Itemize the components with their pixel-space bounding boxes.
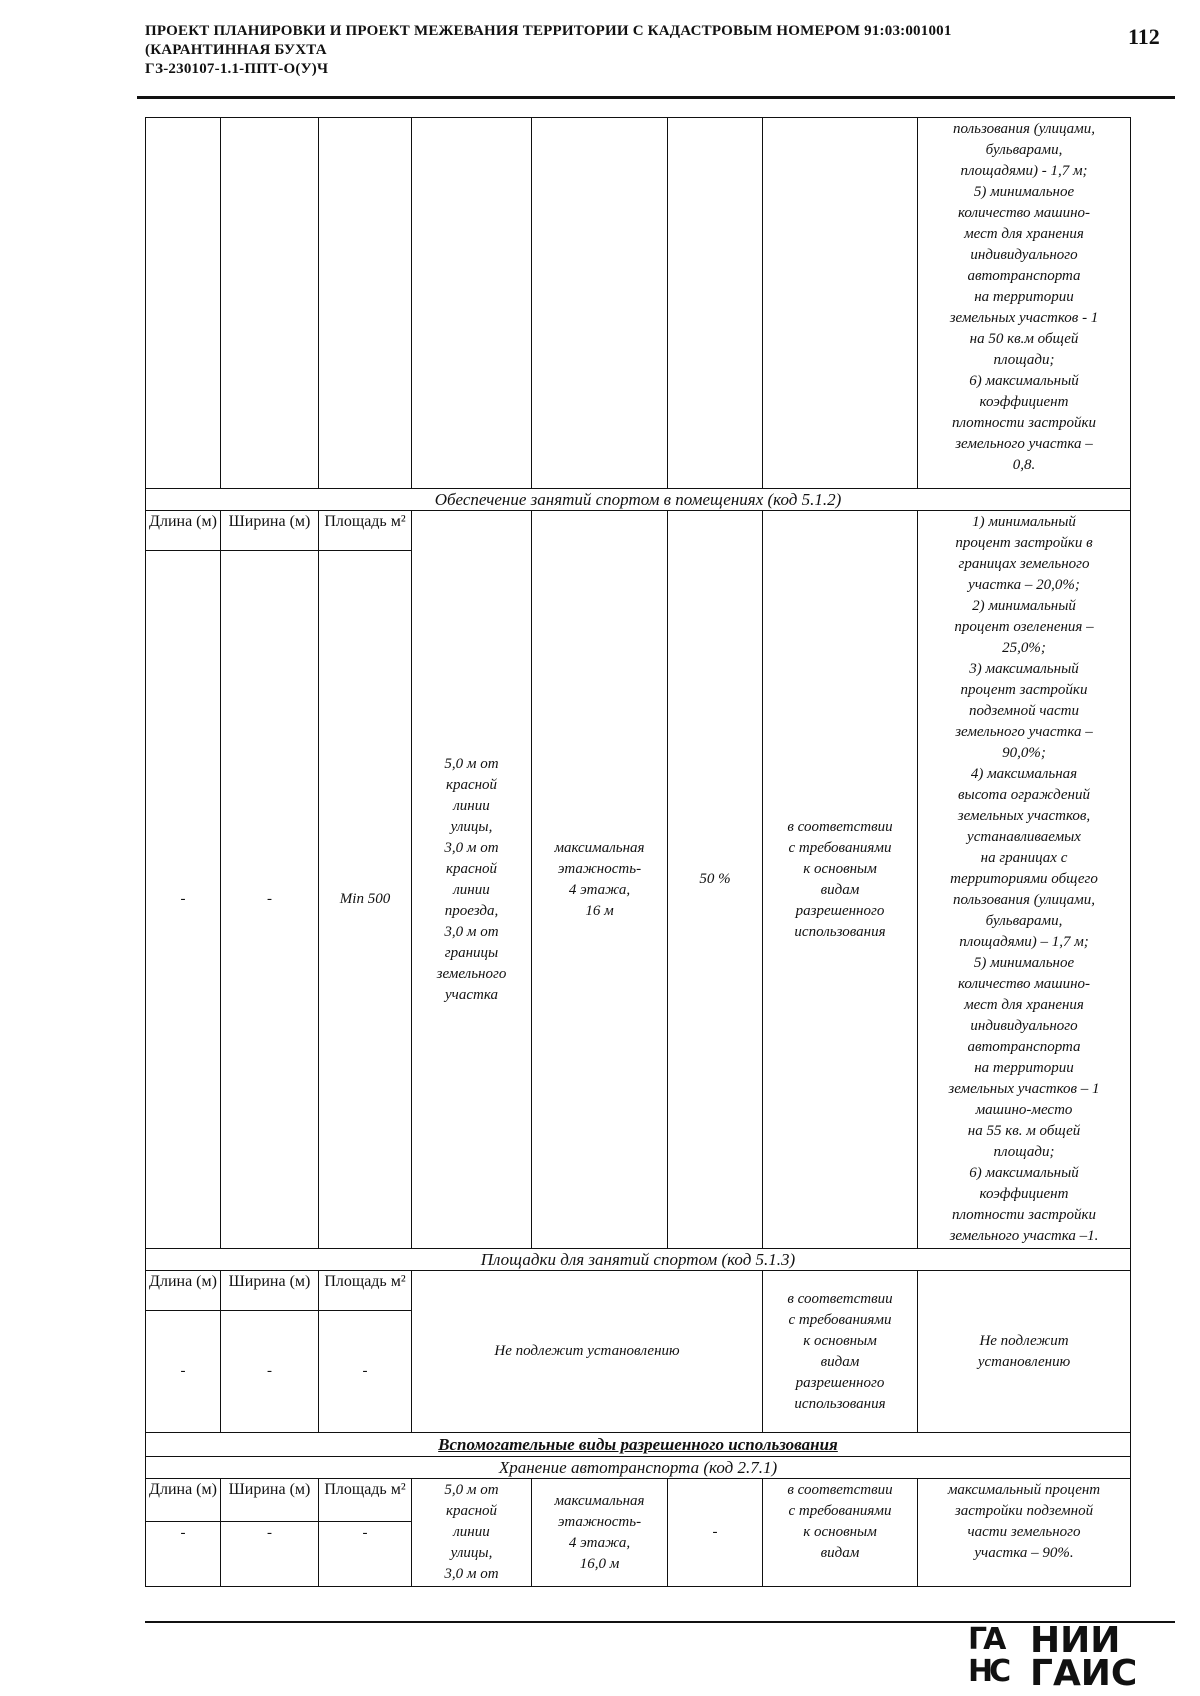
setback-cell xyxy=(412,1479,532,1587)
width-value: - xyxy=(221,1522,319,1587)
text-line: автотранспорта xyxy=(967,268,1081,284)
text-line: территориями общего xyxy=(950,871,1098,887)
table-row-513-header xyxy=(146,1271,1131,1311)
text-line: площадями) - 1,7 м; xyxy=(960,163,1088,179)
text-line: установлению xyxy=(977,1353,1071,1370)
header-line-1: ПРОЕКТ ПЛАНИРОВКИ И ПРОЕКТ МЕЖЕВАНИЯ ТЕРРИТОРИИ С КАДАСТРОВЫМ НОМЕРОМ 91:03:001001 xyxy=(145,23,952,39)
text-line: максимальный процент xyxy=(947,1482,1101,1498)
text-line: 4 этажа, xyxy=(568,1534,631,1551)
text-line: 16,0 м xyxy=(579,1555,620,1572)
area-value: - xyxy=(319,1311,412,1433)
aux-section-title: Вспомогательные виды разрешенного использования xyxy=(146,1433,1131,1457)
text-line: плотности застройки xyxy=(951,1207,1097,1223)
col-width-header: Ширина (м) xyxy=(221,511,319,551)
text-line: красной xyxy=(445,1503,498,1519)
text-line: автотранспорта xyxy=(967,1039,1081,1055)
text-line: части земельного xyxy=(967,1524,1081,1540)
col-width-header: Ширина (м) xyxy=(221,1479,319,1522)
text-line: максимальная xyxy=(554,1492,645,1509)
text-line: 16 м xyxy=(585,902,614,919)
notes-cell-continued xyxy=(918,118,1131,489)
table-row-512-header xyxy=(146,511,1131,551)
text-line: к основным xyxy=(803,860,877,877)
regulations-table xyxy=(145,117,1131,1587)
text-line: в соответствии xyxy=(787,818,893,835)
text-line: с требованиями xyxy=(788,839,892,856)
text-line: земельного участка –1. xyxy=(949,1228,1099,1244)
text-line: Не подлежит xyxy=(979,1332,1069,1349)
text-line: земельного участка – xyxy=(955,724,1093,740)
not-set-cell: Не подлежит установлению xyxy=(412,1271,763,1433)
text-line: проезда, xyxy=(444,902,499,919)
text-line: 3,0 м от xyxy=(444,923,499,940)
section-title-row xyxy=(146,1457,1131,1479)
text-line: коэффициент xyxy=(979,1186,1069,1202)
text-line: границы xyxy=(444,944,499,961)
text-line: процент застройки в xyxy=(955,535,1093,551)
section-title-row xyxy=(146,489,1131,511)
text-line: 5,0 м от xyxy=(444,755,499,772)
text-line: индивидуального xyxy=(970,247,1078,263)
width-value: - xyxy=(221,551,319,1249)
text-line: земельных участков, xyxy=(957,808,1091,824)
text-line: земельных участков - 1 xyxy=(949,310,1099,326)
text-line: мест для хранения xyxy=(964,226,1084,242)
area-value: - xyxy=(319,1522,412,1587)
table-row-271-header xyxy=(146,1479,1131,1522)
col-area-header: Площадь м² xyxy=(319,1479,412,1522)
table-row-continued xyxy=(146,118,1131,489)
text-line: 4) максимальная xyxy=(970,766,1078,782)
text-line: бульварами, xyxy=(985,142,1063,158)
text-line: этажность- xyxy=(557,860,642,877)
text-line: машино-место xyxy=(975,1102,1073,1118)
text-line: 5,0 м от xyxy=(444,1482,499,1498)
text-line: 2) минимальный xyxy=(972,598,1076,614)
text-line: земельного xyxy=(436,965,507,982)
section-title-513: Площадки для занятий спортом (код 5.1.3) xyxy=(146,1249,1131,1271)
text-line: пользования (улицами, xyxy=(952,121,1096,137)
notes-cell-512 xyxy=(918,511,1131,1249)
text-line: с требованиями xyxy=(788,1503,892,1519)
text-line: устанавливаемых xyxy=(967,829,1081,845)
text-line: использования xyxy=(794,1395,886,1412)
text-line: в соответствии xyxy=(787,1482,893,1498)
floors-cell xyxy=(532,511,668,1249)
text-line: 3) максимальный xyxy=(969,661,1079,677)
text-line: линии xyxy=(453,1524,490,1540)
col-width-header: Ширина (м) xyxy=(221,1271,319,1311)
text-line: разрешенного xyxy=(795,902,885,919)
text-line: плотности застройки xyxy=(951,415,1097,431)
text-line: 3,0 м от xyxy=(444,839,499,856)
text-line: видам xyxy=(820,1353,860,1370)
text-line: на 50 кв.м общей xyxy=(969,331,1079,347)
text-line: 1) минимальный xyxy=(972,514,1076,530)
text-line: красной xyxy=(445,776,498,793)
coverage-cell: 50 % xyxy=(668,511,763,1249)
text-line: 4 этажа, xyxy=(568,881,631,898)
section-title-row xyxy=(146,1249,1131,1271)
document-header xyxy=(145,22,1105,79)
text-line: 0,8. xyxy=(1012,457,1036,473)
text-line: индивидуального xyxy=(970,1018,1078,1034)
text-line: линии xyxy=(453,797,490,814)
text-line: красной xyxy=(445,860,498,877)
coverage-cell: - xyxy=(668,1479,763,1587)
text-line: участка xyxy=(445,986,498,1003)
section-title-512: Обеспечение занятий спортом в помещениях (код 5.1.2) xyxy=(146,489,1131,511)
text-line: этажность- xyxy=(557,1513,642,1530)
text-line: высота ограждений xyxy=(958,787,1090,803)
text-line: улицы, xyxy=(450,1545,493,1561)
text-line: участка – 90%. xyxy=(974,1545,1074,1561)
text-line: с требованиями xyxy=(788,1311,892,1328)
col-area-header: Площадь м² xyxy=(319,511,412,551)
company-logo xyxy=(968,1620,1168,1694)
requirements-cell xyxy=(763,1479,918,1587)
header-rule xyxy=(137,96,1175,99)
area-value: Min 500 xyxy=(319,551,412,1249)
logo-text-bottom: ГАИС xyxy=(1030,1653,1138,1694)
logo-mark-bottom: НС xyxy=(968,1654,1008,1689)
col-length-header: Длина (м) xyxy=(146,511,221,551)
length-value: - xyxy=(146,1522,221,1587)
text-line: на территории xyxy=(974,289,1074,305)
text-line: 25,0%; xyxy=(1002,640,1046,656)
text-line: разрешенного xyxy=(795,1374,885,1391)
text-line: к основным xyxy=(803,1524,877,1540)
text-line: 3,0 м от xyxy=(444,1566,499,1582)
width-value: - xyxy=(221,1311,319,1433)
text-line: границах земельного xyxy=(958,556,1090,572)
col-length-header: Длина (м) xyxy=(146,1479,221,1522)
text-line: бульварами, xyxy=(985,913,1063,929)
text-line: в соответствии xyxy=(787,1290,893,1307)
text-line: участка – 20,0%; xyxy=(968,577,1080,593)
text-line: на территории xyxy=(974,1060,1074,1076)
text-line: на 55 кв. м общей xyxy=(967,1123,1081,1139)
text-line: 90,0%; xyxy=(1002,745,1046,761)
text-line: линии xyxy=(453,881,490,898)
text-line: 6) максимальный xyxy=(969,373,1079,389)
length-value: - xyxy=(146,551,221,1249)
header-line-2: (КАРАНТИННАЯ БУХТА xyxy=(145,42,327,58)
text-line: площади; xyxy=(993,1144,1055,1160)
text-line: площади; xyxy=(993,352,1055,368)
text-line: улицы, xyxy=(450,818,493,835)
text-line: на границах с xyxy=(980,850,1068,866)
text-line: использования xyxy=(794,923,886,940)
setback-cell xyxy=(412,511,532,1249)
requirements-cell xyxy=(763,511,918,1249)
text-line: процент озеленения – xyxy=(954,619,1094,635)
col-area-header: Площадь м² xyxy=(319,1271,412,1311)
text-line: коэффициент xyxy=(979,394,1069,410)
text-line: видам xyxy=(820,881,860,898)
page-number: 112 xyxy=(1128,24,1160,49)
requirements-cell xyxy=(763,1271,918,1433)
notes-cell-271 xyxy=(918,1479,1131,1587)
text-line: застройки подземной xyxy=(954,1503,1094,1519)
text-line: земельного участка – xyxy=(955,436,1093,452)
text-line: максимальная xyxy=(554,839,645,856)
logo-mark-icon xyxy=(968,1623,1026,1689)
text-line: пользования (улицами, xyxy=(952,892,1096,908)
text-line: количество машино- xyxy=(957,976,1091,992)
text-line: процент застройки xyxy=(960,682,1088,698)
text-line: площадями) – 1,7 м; xyxy=(959,934,1089,950)
text-line: к основным xyxy=(803,1332,877,1349)
text-line: земельных участков – 1 xyxy=(948,1081,1100,1097)
section-title-271: Хранение автотранспорта (код 2.7.1) xyxy=(146,1457,1131,1479)
logo-mark-top: ГА xyxy=(968,1622,1003,1657)
floors-cell xyxy=(532,1479,668,1587)
header-line-3: ГЗ-230107-1.1-ППТ-О(У)Ч xyxy=(145,61,329,77)
text-line: 6) максимальный xyxy=(969,1165,1079,1181)
logo-text-top: НИИ xyxy=(1030,1620,1121,1661)
length-value: - xyxy=(146,1311,221,1433)
text-line: количество машино- xyxy=(957,205,1091,221)
text-line: мест для хранения xyxy=(964,997,1084,1013)
text-line: 5) минимальное xyxy=(973,955,1075,971)
col-length-header: Длина (м) xyxy=(146,1271,221,1311)
notes-cell-513 xyxy=(918,1271,1131,1433)
text-line: подземной части xyxy=(969,703,1079,719)
text-line: видам xyxy=(820,1545,860,1561)
text-line: 5) минимальное xyxy=(973,184,1075,200)
aux-title-row xyxy=(146,1433,1131,1457)
